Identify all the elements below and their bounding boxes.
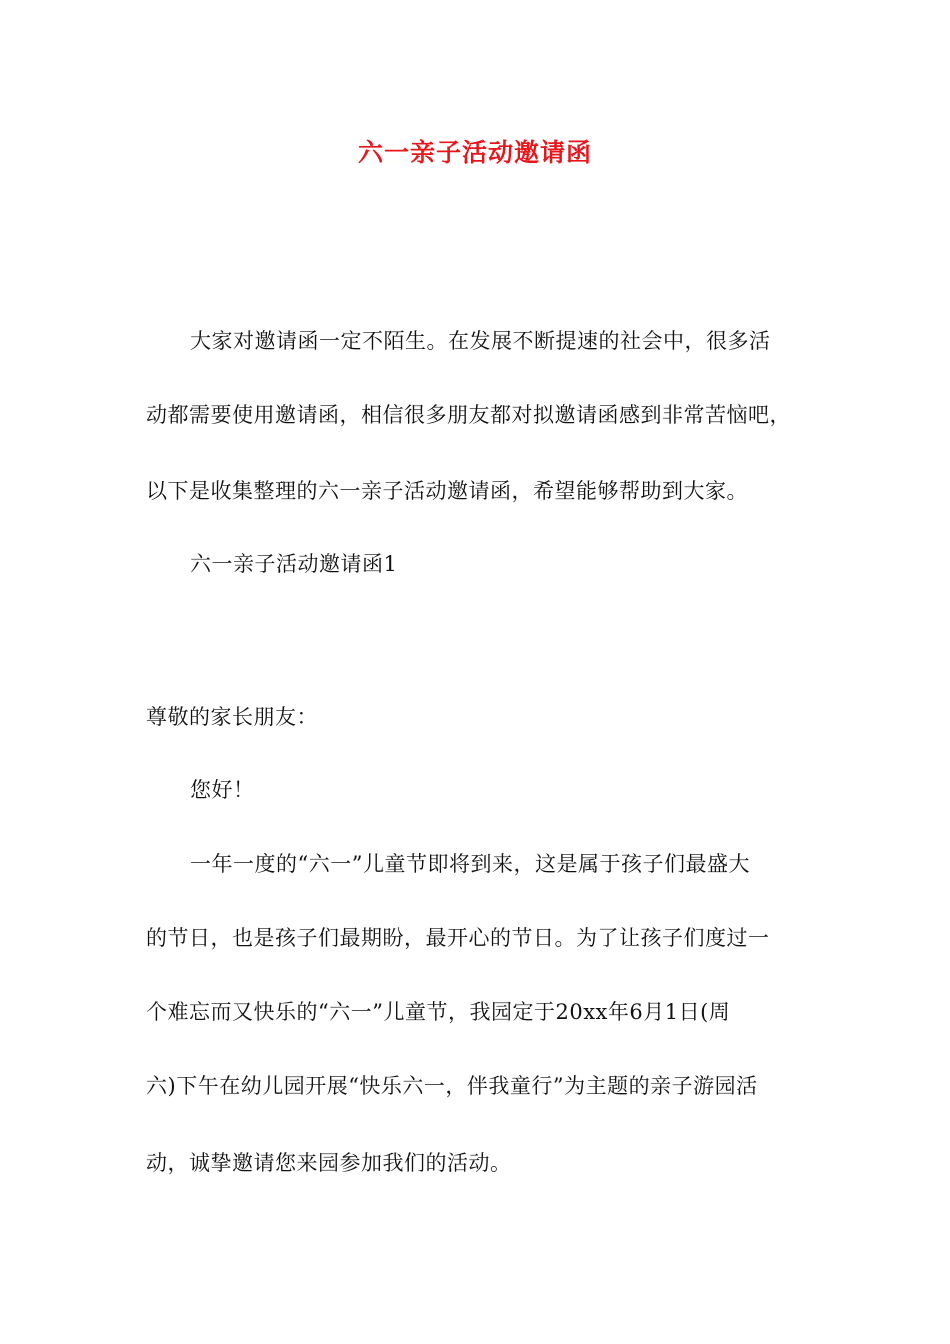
salutation: 尊敬的家长朋友： (146, 705, 318, 729)
intro-line: 以下是收集整理的六一亲子活动邀请函，希望能够帮助到大家。 (146, 479, 748, 503)
intro-line: 动都需要使用邀请函，相信很多朋友都对拟邀请函感到非常苦恼吧， (146, 403, 791, 427)
intro-line: 大家对邀请函一定不陌生。在发展不断提速的社会中，很多活 (190, 329, 771, 353)
body-line: 六)下午在幼儿园开展“快乐六一，伴我童行”为主题的亲子游园活 (146, 1074, 758, 1098)
body-line: 个难忘而又快乐的“六一”儿童节，我园定于20xx年6月1日(周 (146, 1000, 731, 1024)
body-line: 的节日，也是孩子们最期盼，最开心的节日。为了让孩子们度过一 (146, 926, 770, 950)
body-line: 动，诚挚邀请您来园参加我们的活动。 (146, 1151, 512, 1175)
greeting: 您好！ (190, 778, 255, 802)
body-line: 一年一度的“六一”儿童节即将到来，这是属于孩子们最盛大 (190, 852, 750, 876)
document-title: 六一亲子活动邀请函 (357, 138, 592, 167)
section-heading: 六一亲子活动邀请函1 (190, 552, 398, 576)
